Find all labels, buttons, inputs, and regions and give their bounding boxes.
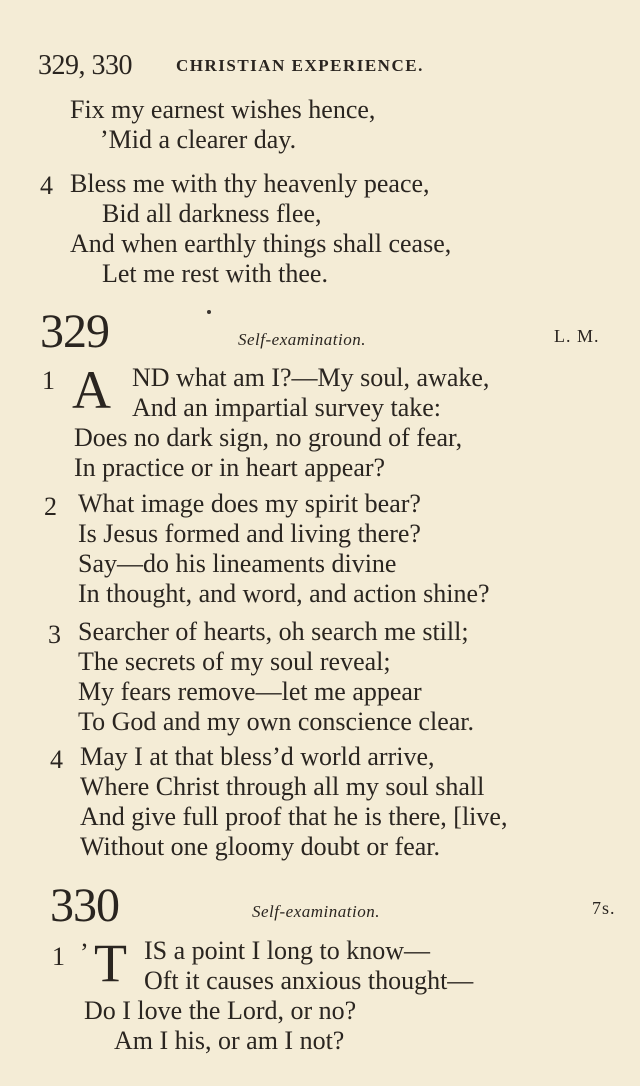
hymn-subject: Self-examination.: [252, 902, 380, 921]
hymn-subject: Self-examination.: [238, 330, 366, 349]
stanza-number: 1: [42, 366, 55, 395]
stanza-number: 3: [48, 620, 61, 649]
hymn-meter: L. M.: [554, 326, 600, 346]
verse-line: Is Jesus formed and living there?: [78, 519, 421, 548]
stanza-number: 1: [52, 942, 65, 971]
stanza-number: 4: [50, 745, 63, 774]
verse-line: Bid all darkness flee,: [102, 199, 322, 228]
drop-cap: A: [72, 360, 111, 420]
verse-line: ND what am I?—My soul, awake,: [132, 363, 490, 392]
verse-line: Let me rest with thee.: [102, 259, 328, 288]
verse-line: Does no dark sign, no ground of fear,: [74, 423, 463, 452]
verse-line: Say—do his lineaments divine: [78, 549, 397, 578]
stanza-number: 4: [40, 171, 53, 200]
hymn-meter: 7s.: [592, 898, 616, 918]
verse-line: In practice or in heart appear?: [74, 453, 386, 482]
verse-line: Bless me with thy heavenly peace,: [70, 169, 430, 198]
verse-line: ’Mid a clearer day.: [100, 125, 297, 154]
verse-line: Searcher of hearts, oh search me still;: [78, 617, 469, 646]
verse-line: And give full proof that he is there, [live,: [80, 802, 508, 831]
verse-line: My fears remove—let me appear: [78, 677, 422, 706]
drop-cap: T: [94, 933, 127, 993]
verse-line: Oft it causes anxious thought—: [144, 966, 474, 995]
verse-line: IS a point I long to know—: [144, 936, 430, 965]
verse-line: Fix my earnest wishes hence,: [70, 95, 376, 124]
print-speck: [207, 310, 211, 314]
verse-line: Am I his, or am I not?: [114, 1026, 345, 1055]
hymn-number: 329: [40, 305, 109, 358]
verse-line: To God and my own conscience clear.: [78, 707, 474, 736]
verse-line: May I at that bless’d world arrive,: [80, 742, 435, 771]
verse-line: The secrets of my soul reveal;: [78, 647, 391, 676]
verse-line: And when earthly things shall cease,: [70, 229, 452, 258]
stanza-number: 2: [44, 492, 57, 521]
verse-line: Without one gloomy doubt or fear.: [80, 832, 441, 861]
verse-line: And an impartial survey take:: [132, 393, 442, 422]
verse-line: Do I love the Lord, or no?: [84, 996, 357, 1025]
page-numbers: 329, 330: [38, 50, 132, 81]
verse-line: What image does my spirit bear?: [78, 489, 421, 518]
verse-line: In thought, and word, and action shine?: [78, 579, 490, 608]
verse-line: Where Christ through all my soul shall: [80, 772, 485, 801]
hymn-number: 330: [50, 879, 119, 932]
section-title: CHRISTIAN EXPERIENCE.: [176, 56, 424, 75]
apostrophe: ’: [80, 938, 89, 967]
